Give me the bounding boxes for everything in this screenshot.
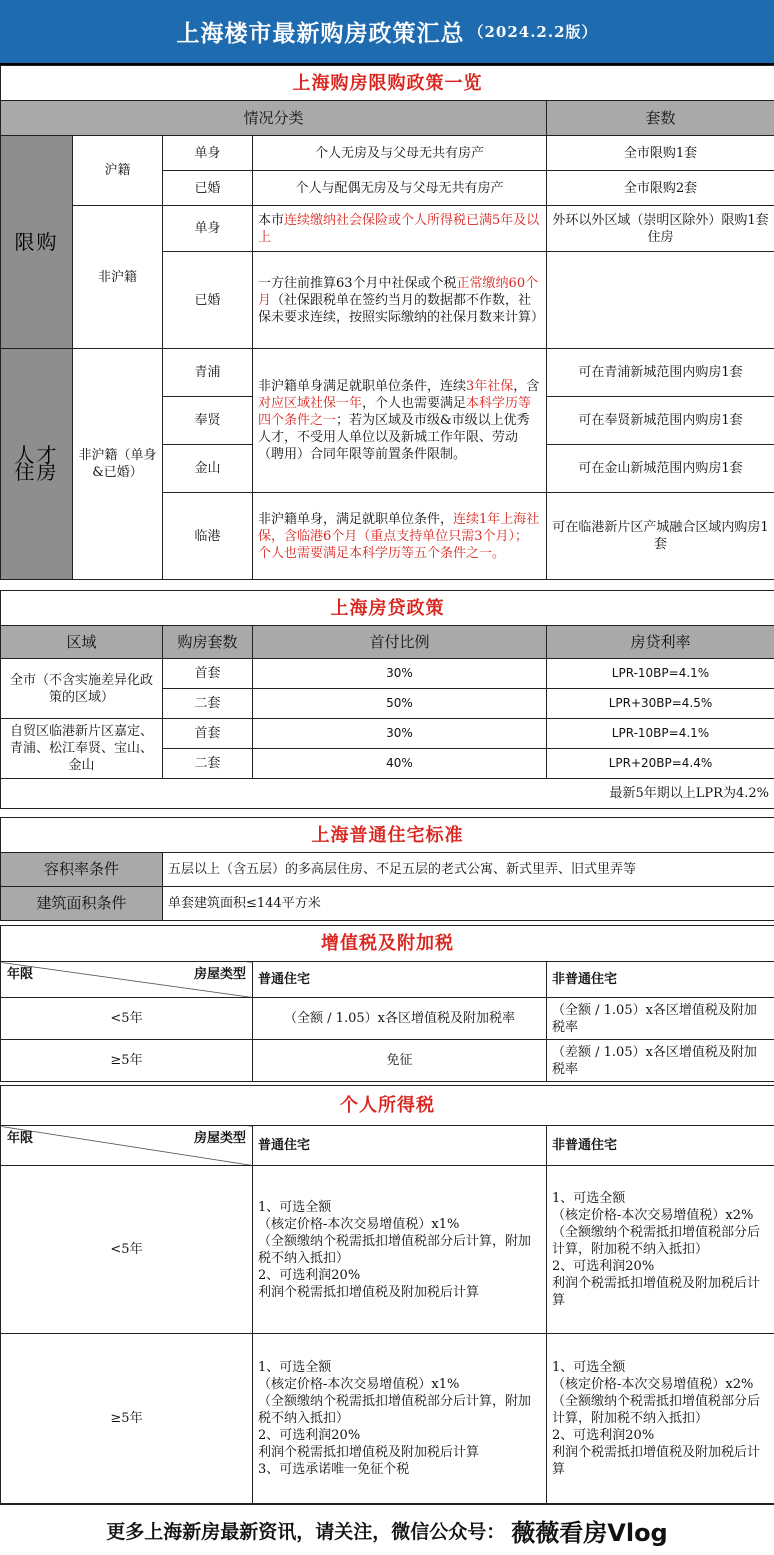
vat-col-normal: 普通住宅 <box>253 962 547 998</box>
purchase-limit-table <box>0 65 774 580</box>
nonhu-single-cond-a: 本市 <box>258 213 284 228</box>
hu-single-cond: 个人无房及与父母无共有房产 <box>253 136 547 171</box>
loan-col-down: 首付比例 <box>253 626 547 659</box>
loan-region-2: 自贸区临港新片区嘉定、青浦、松江奉贤、宝山、金山 <box>1 719 163 779</box>
tax-ge5: ≥5年 <box>1 1334 253 1504</box>
hu-married-label: 已婚 <box>163 171 253 206</box>
hu-single-label: 单身 <box>163 136 253 171</box>
nonhu-married-cond-c: （社保跟税单在签约当月的数据都不作数，社保未要求连续，按照实际缴纳的社保月数来计算） <box>258 293 544 325</box>
loan-down-1: 30% <box>253 659 547 689</box>
tax-ge5-nonnormal <box>547 1334 774 1504</box>
nonhu-married-label: 已婚 <box>163 252 253 349</box>
tax-lt5-normal-line: 利润个税需抵扣增值税及附加税后计算 <box>258 1284 541 1301</box>
nonhu-married-cond-a: 一方往前推算63个月中社保或个税 <box>258 276 457 291</box>
tax-lt5-nonnormal-line: （核定价格-本次交易增值税）x2%（全额缴纳个税需抵扣增值税部分后计算，附加税不纳入抵扣） <box>552 1207 769 1258</box>
col-units: 套数 <box>547 101 774 136</box>
col-category: 情况分类 <box>1 101 547 136</box>
talent-cond-3: ，含 <box>513 379 539 394</box>
standard-table <box>0 817 774 921</box>
loan-rate-2: LPR+30BP=4.5% <box>547 689 774 719</box>
lingang-cond-1: 非沪籍单身，满足就职单位条件， <box>258 512 453 527</box>
talent-units-fengxian: 可在奉贤新城范围内购房1套 <box>547 397 774 445</box>
tax-diag-header <box>1 1126 253 1166</box>
loan-table <box>0 590 774 809</box>
area-label: 建筑面积条件 <box>1 887 163 921</box>
vat-ge5-nonnormal: （差额 / 1.05）x各区增值税及附加税率 <box>547 1040 774 1082</box>
tax-diag-right: 房屋类型 <box>194 1130 246 1147</box>
tax-ge5-normal-line: 1、可选全额 <box>258 1359 541 1376</box>
nonhu-single-label: 单身 <box>163 206 253 252</box>
tax-lt5-normal-line: 1、可选全额 <box>258 1199 541 1216</box>
lingang-cond <box>253 493 547 580</box>
talent-label: 人才住房 <box>1 349 73 580</box>
tax-ge5-nonnormal-line: 1、可选全额 <box>552 1359 769 1376</box>
talent-cond-2: 3年社保 <box>466 379 513 394</box>
tax-lt5-normal-line: （全额缴纳个税需抵扣增值税部分后计算，附加税不纳入抵扣） <box>258 1233 541 1267</box>
loan-rate-1: LPR-10BP=4.1% <box>547 659 774 689</box>
vat-ge5-normal: 免征 <box>253 1040 547 1082</box>
tax-ge5-normal-line: 2、可选利润20% <box>258 1427 541 1444</box>
vat-lt5-normal: （全额 / 1.05）x各区增值税及附加税率 <box>253 998 547 1040</box>
hu-label: 沪籍 <box>73 136 163 206</box>
loan-rate-4: LPR+20BP=4.4% <box>547 749 774 779</box>
vat-table <box>0 925 774 1082</box>
district-jinshan: 金山 <box>163 445 253 493</box>
hu-married-cond: 个人与配偶无房及与父母无共有房产 <box>253 171 547 206</box>
tax-ge5-normal-line: 3、可选承诺唯一免征个税 <box>258 1461 541 1478</box>
lingang-units: 可在临港新片区产城融合区域内购房1套 <box>547 493 774 580</box>
tax-lt5: <5年 <box>1 1166 253 1334</box>
tax-lt5-nonnormal-line: 2、可选利润20% <box>552 1258 769 1275</box>
hu-single-units: 全市限购1套 <box>547 136 774 171</box>
tax-lt5-nonnormal-line: 1、可选全额 <box>552 1190 769 1207</box>
title-main: 上海楼市最新购房政策汇总 <box>176 15 464 48</box>
district-qingpu: 青浦 <box>163 349 253 397</box>
income-tax-table <box>0 1085 774 1504</box>
tax-col-normal: 普通住宅 <box>253 1126 547 1166</box>
standard-section-title: 上海普通住宅标准 <box>1 818 774 853</box>
limit-label: 限购 <box>1 136 73 349</box>
vat-section-title: 增值税及附加税 <box>1 926 774 962</box>
far-value: 五层以上（含五层）的多高层住房、不足五层的老式公寓、新式里弄、旧式里弄等 <box>163 853 774 887</box>
nonhu-single-cond-b: 连续缴纳社会保险或个人所得税已满5年及以上 <box>258 213 539 245</box>
loan-col-region: 区域 <box>1 626 163 659</box>
tax-ge5-nonnormal-line: （核定价格-本次交易增值税）x2%（全额缴纳个税需抵扣增值税部分后计算，附加税不纳入抵扣） <box>552 1376 769 1427</box>
vat-lt5-nonnormal: （全额 / 1.05）x各区增值税及附加税率 <box>547 998 774 1040</box>
talent-cond-4: 对应区域社保一年 <box>258 396 362 411</box>
district-fengxian: 奉贤 <box>163 397 253 445</box>
tax-diag-left: 年限 <box>7 1130 33 1147</box>
nonhu-married-cond-b: 正常缴纳60个月 <box>258 276 538 308</box>
far-label: 容积率条件 <box>1 853 163 887</box>
vat-diag-right: 房屋类型 <box>194 966 246 983</box>
tax-lt5-normal <box>253 1166 547 1334</box>
talent-units-jinshan: 可在金山新城范围内购房1套 <box>547 445 774 493</box>
talent-sub-label: 非沪籍（单身&已婚） <box>73 349 163 580</box>
footer-text: 更多上海新房最新资讯，请关注，微信公众号： <box>106 1517 505 1544</box>
wechat-account: 薇薇看房Vlog <box>511 1513 667 1548</box>
vat-lt5: <5年 <box>1 998 253 1040</box>
page-title <box>0 0 774 65</box>
vat-ge5: ≥5年 <box>1 1040 253 1082</box>
loan-region-1: 全市（不含实施差异化政策的区域） <box>1 659 163 719</box>
nonhu-label: 非沪籍 <box>73 206 163 349</box>
loan-down-4: 40% <box>253 749 547 779</box>
talent-cond <box>253 349 547 493</box>
talent-cond-6: 本科学历等四个条件之一 <box>258 396 531 428</box>
purchase-section-title: 上海购房限购政策一览 <box>1 66 774 101</box>
loan-count-4: 二套 <box>163 749 253 779</box>
tax-ge5-normal <box>253 1334 547 1504</box>
tax-ge5-normal-line: （全额缴纳个税需抵扣增值税部分后计算，附加税不纳入抵扣） <box>258 1393 541 1427</box>
talent-cond-1: 非沪籍单身满足就职单位条件，连续 <box>258 379 466 394</box>
tax-ge5-nonnormal-line: 利润个税需抵扣增值税及附加税后计算 <box>552 1444 769 1478</box>
nonhu-married-cond <box>253 252 547 349</box>
loan-down-3: 30% <box>253 719 547 749</box>
title-version: （2024.2.2版） <box>468 21 597 42</box>
tax-ge5-normal-line: （核定价格-本次交易增值税）x1% <box>258 1376 541 1393</box>
nonhu-married-units <box>547 252 774 349</box>
loan-down-2: 50% <box>253 689 547 719</box>
tax-ge5-nonnormal-line: 2、可选利润20% <box>552 1427 769 1444</box>
tax-ge5-normal-line: 利润个税需抵扣增值税及附加税后计算 <box>258 1444 541 1461</box>
vat-diag-header <box>1 962 253 998</box>
tax-col-nonnormal: 非普通住宅 <box>547 1126 774 1166</box>
loan-section-title: 上海房贷政策 <box>1 591 774 626</box>
nonhu-single-units: 外环以外区域（崇明区除外）限购1套住房 <box>547 206 774 252</box>
talent-cond-7: ；若为区域及市级&市级以上优秀人才，不受用人单位以及新城工作年限、劳动（聘用）合同年限等前置条件限制。 <box>258 413 530 462</box>
tax-lt5-normal-line: 2、可选利润20% <box>258 1267 541 1284</box>
footer <box>0 1504 774 1555</box>
talent-cond-5: ，个人也需要满足 <box>362 396 466 411</box>
loan-col-count: 购房套数 <box>163 626 253 659</box>
district-lingang: 临港 <box>163 493 253 580</box>
loan-count-1: 首套 <box>163 659 253 689</box>
area-value: 单套建筑面积≤144平方米 <box>163 887 774 921</box>
tax-lt5-nonnormal <box>547 1166 774 1334</box>
vat-diag-left: 年限 <box>7 966 33 983</box>
loan-rate-3: LPR-10BP=4.1% <box>547 719 774 749</box>
income-tax-section-title: 个人所得税 <box>1 1086 774 1126</box>
vat-col-nonnormal: 非普通住宅 <box>547 962 774 998</box>
loan-col-rate: 房贷利率 <box>547 626 774 659</box>
tax-lt5-nonnormal-line: 利润个税需抵扣增值税及附加税后计算 <box>552 1275 769 1309</box>
talent-units-qingpu: 可在青浦新城范围内购房1套 <box>547 349 774 397</box>
nonhu-single-cond <box>253 206 547 252</box>
hu-married-units: 全市限购2套 <box>547 171 774 206</box>
loan-count-3: 首套 <box>163 719 253 749</box>
tax-lt5-normal-line: （核定价格-本次交易增值税）x1% <box>258 1216 541 1233</box>
lingang-cond-2: 连续1年上海社保，含临港6个月（重点支持单位只需3个月）；个人也需要满足本科学历等五个条件之一。 <box>258 512 539 561</box>
loan-count-2: 二套 <box>163 689 253 719</box>
lpr-note: 最新5年期以上LPR为4.2% <box>1 779 774 809</box>
